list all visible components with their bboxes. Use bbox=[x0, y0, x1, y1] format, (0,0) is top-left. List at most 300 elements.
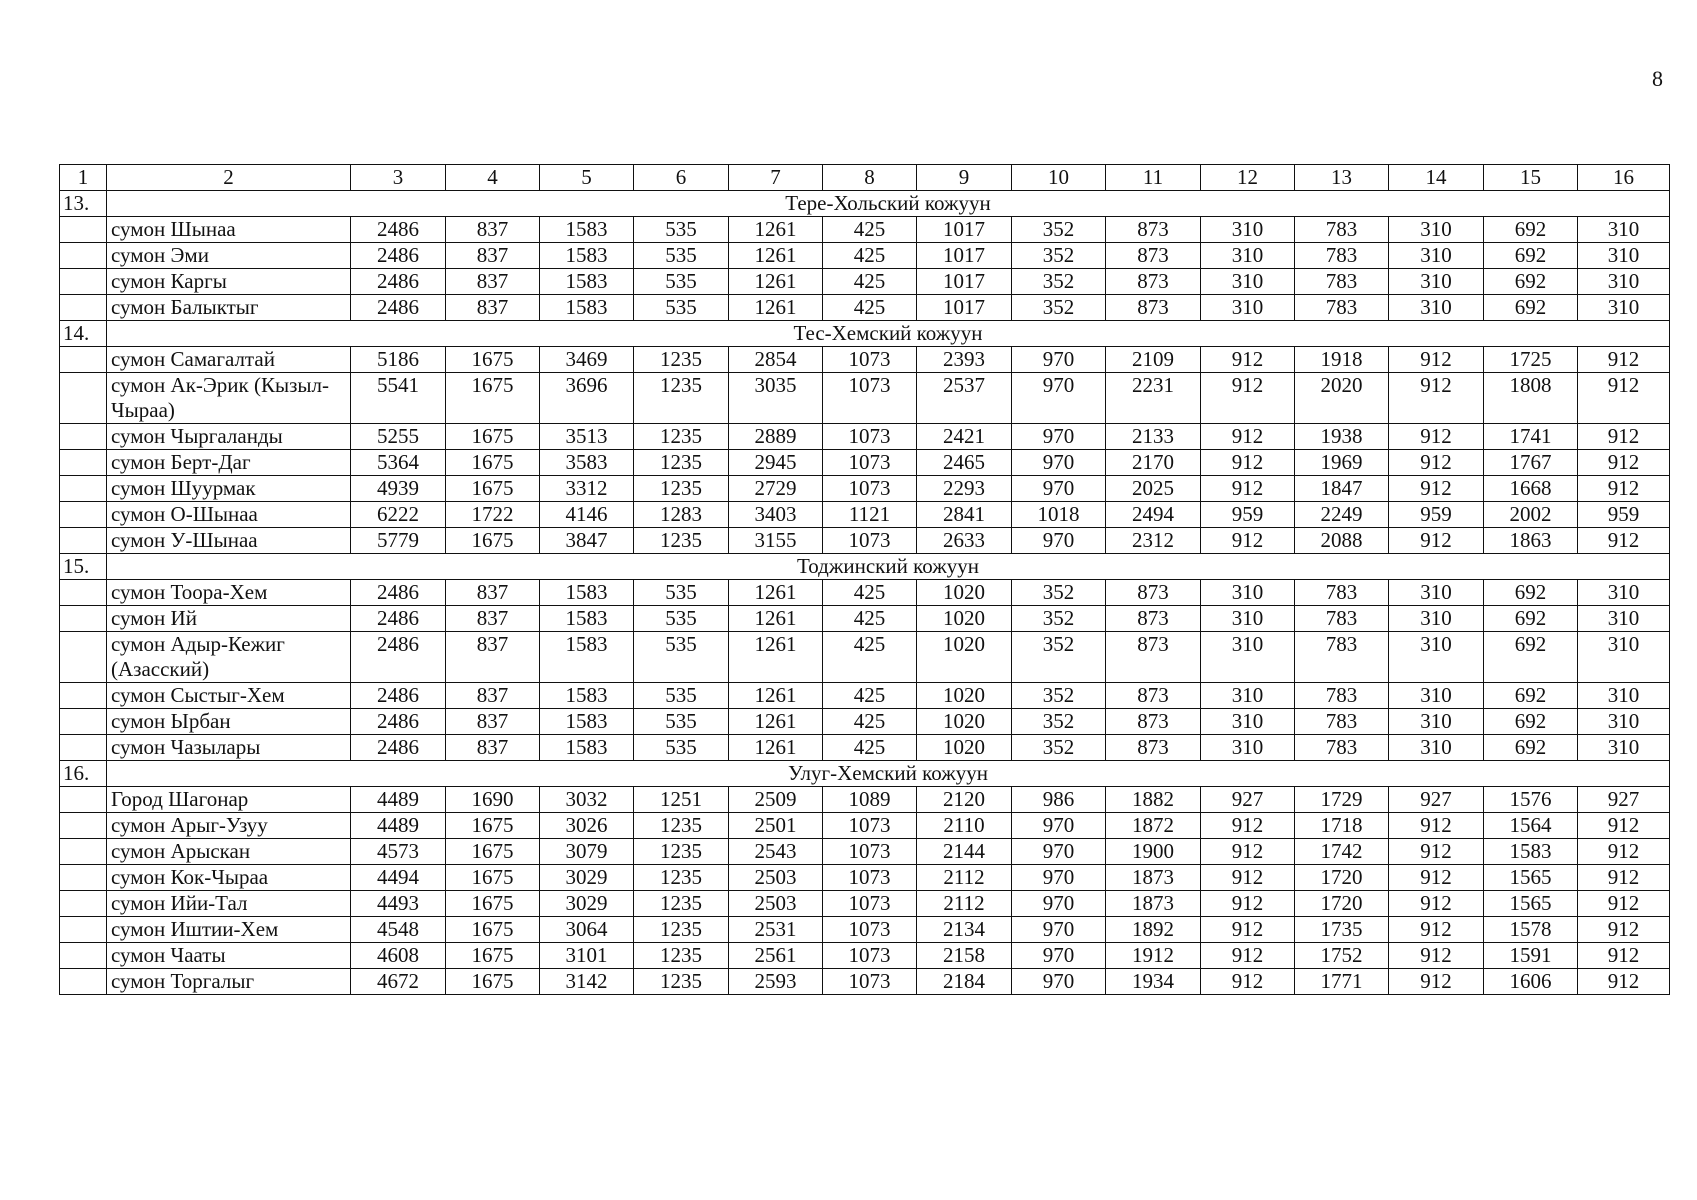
value-cell: 1017 bbox=[917, 243, 1012, 269]
settlement-name: сумон Торгалыг bbox=[107, 969, 351, 995]
settlement-name: сумон Сыстыг-Хем bbox=[107, 683, 351, 709]
table-row bbox=[60, 813, 1670, 839]
settlement-name: сумон Арыг-Узуу bbox=[107, 813, 351, 839]
settlement-name: сумон Тоора-Хем bbox=[107, 580, 351, 606]
value-cell: 1675 bbox=[446, 528, 540, 554]
value-cell: 873 bbox=[1106, 217, 1201, 243]
table-row bbox=[60, 683, 1670, 709]
region-title: Тоджинский кожуун bbox=[107, 554, 1670, 580]
value-cell: 970 bbox=[1012, 917, 1106, 943]
value-cell: 1020 bbox=[917, 580, 1012, 606]
value-cell: 2486 bbox=[351, 606, 446, 632]
value-cell: 1675 bbox=[446, 865, 540, 891]
value-cell: 783 bbox=[1295, 295, 1389, 321]
value-cell: 2133 bbox=[1106, 424, 1201, 450]
value-cell: 970 bbox=[1012, 450, 1106, 476]
row-index-cell bbox=[60, 969, 107, 995]
value-cell: 692 bbox=[1484, 269, 1578, 295]
value-cell: 1675 bbox=[446, 891, 540, 917]
value-cell: 1261 bbox=[729, 217, 823, 243]
data-table bbox=[59, 164, 1670, 995]
value-cell: 912 bbox=[1389, 476, 1484, 502]
value-cell: 912 bbox=[1578, 424, 1670, 450]
column-header: 1 bbox=[60, 165, 107, 191]
table-row bbox=[60, 295, 1670, 321]
value-cell: 1565 bbox=[1484, 891, 1578, 917]
region-row bbox=[60, 321, 1670, 347]
value-cell: 3312 bbox=[540, 476, 634, 502]
value-cell: 2854 bbox=[729, 347, 823, 373]
value-cell: 310 bbox=[1389, 580, 1484, 606]
value-cell: 1073 bbox=[823, 891, 917, 917]
value-cell: 912 bbox=[1389, 917, 1484, 943]
value-cell: 352 bbox=[1012, 243, 1106, 269]
value-cell: 2486 bbox=[351, 735, 446, 761]
value-cell: 3035 bbox=[729, 373, 823, 424]
value-cell: 873 bbox=[1106, 683, 1201, 709]
value-cell: 1735 bbox=[1295, 917, 1389, 943]
value-cell: 1017 bbox=[917, 295, 1012, 321]
value-cell: 1583 bbox=[1484, 839, 1578, 865]
value-cell: 970 bbox=[1012, 943, 1106, 969]
value-cell: 1583 bbox=[540, 683, 634, 709]
value-cell: 310 bbox=[1389, 683, 1484, 709]
value-cell: 1583 bbox=[540, 217, 634, 243]
value-cell: 6222 bbox=[351, 502, 446, 528]
value-cell: 3029 bbox=[540, 865, 634, 891]
value-cell: 2486 bbox=[351, 683, 446, 709]
column-header: 16 bbox=[1578, 165, 1670, 191]
value-cell: 1073 bbox=[823, 476, 917, 502]
value-cell: 1583 bbox=[540, 709, 634, 735]
value-cell: 1235 bbox=[634, 373, 729, 424]
value-cell: 1767 bbox=[1484, 450, 1578, 476]
value-cell: 1606 bbox=[1484, 969, 1578, 995]
settlement-name: Город Шагонар bbox=[107, 787, 351, 813]
value-cell: 3029 bbox=[540, 891, 634, 917]
value-cell: 912 bbox=[1201, 865, 1295, 891]
settlement-name: сумон Эми bbox=[107, 243, 351, 269]
value-cell: 310 bbox=[1389, 269, 1484, 295]
value-cell: 1018 bbox=[1012, 502, 1106, 528]
value-cell: 1892 bbox=[1106, 917, 1201, 943]
value-cell: 425 bbox=[823, 606, 917, 632]
value-cell: 3469 bbox=[540, 347, 634, 373]
value-cell: 425 bbox=[823, 217, 917, 243]
column-header: 15 bbox=[1484, 165, 1578, 191]
value-cell: 912 bbox=[1578, 476, 1670, 502]
value-cell: 912 bbox=[1201, 476, 1295, 502]
value-cell: 310 bbox=[1578, 217, 1670, 243]
value-cell: 1564 bbox=[1484, 813, 1578, 839]
value-cell: 1261 bbox=[729, 606, 823, 632]
value-cell: 927 bbox=[1578, 787, 1670, 813]
value-cell: 837 bbox=[446, 295, 540, 321]
value-cell: 970 bbox=[1012, 476, 1106, 502]
value-cell: 2025 bbox=[1106, 476, 1201, 502]
value-cell: 3101 bbox=[540, 943, 634, 969]
value-cell: 1583 bbox=[540, 295, 634, 321]
settlement-name: сумон Чазылары bbox=[107, 735, 351, 761]
value-cell: 535 bbox=[634, 735, 729, 761]
value-cell: 352 bbox=[1012, 269, 1106, 295]
value-cell: 5541 bbox=[351, 373, 446, 424]
value-cell: 352 bbox=[1012, 735, 1106, 761]
value-cell: 1675 bbox=[446, 476, 540, 502]
value-cell: 5255 bbox=[351, 424, 446, 450]
column-header: 10 bbox=[1012, 165, 1106, 191]
column-header: 6 bbox=[634, 165, 729, 191]
value-cell: 310 bbox=[1578, 683, 1670, 709]
value-cell: 1121 bbox=[823, 502, 917, 528]
value-cell: 352 bbox=[1012, 683, 1106, 709]
value-cell: 1752 bbox=[1295, 943, 1389, 969]
value-cell: 310 bbox=[1389, 709, 1484, 735]
region-index: 14. bbox=[60, 321, 107, 347]
value-cell: 2889 bbox=[729, 424, 823, 450]
value-cell: 970 bbox=[1012, 969, 1106, 995]
value-cell: 310 bbox=[1201, 606, 1295, 632]
value-cell: 783 bbox=[1295, 632, 1389, 683]
table-row bbox=[60, 580, 1670, 606]
value-cell: 1261 bbox=[729, 632, 823, 683]
value-cell: 912 bbox=[1201, 839, 1295, 865]
region-index: 16. bbox=[60, 761, 107, 787]
value-cell: 3583 bbox=[540, 450, 634, 476]
value-cell: 783 bbox=[1295, 683, 1389, 709]
settlement-name: сумон Каргы bbox=[107, 269, 351, 295]
value-cell: 1073 bbox=[823, 917, 917, 943]
value-cell: 912 bbox=[1389, 891, 1484, 917]
value-cell: 692 bbox=[1484, 606, 1578, 632]
value-cell: 1017 bbox=[917, 217, 1012, 243]
row-index-cell bbox=[60, 243, 107, 269]
value-cell: 2134 bbox=[917, 917, 1012, 943]
value-cell: 2112 bbox=[917, 865, 1012, 891]
row-index-cell bbox=[60, 269, 107, 295]
value-cell: 1020 bbox=[917, 632, 1012, 683]
value-cell: 352 bbox=[1012, 709, 1106, 735]
value-cell: 1583 bbox=[540, 269, 634, 295]
value-cell: 1808 bbox=[1484, 373, 1578, 424]
value-cell: 783 bbox=[1295, 217, 1389, 243]
value-cell: 1771 bbox=[1295, 969, 1389, 995]
value-cell: 837 bbox=[446, 683, 540, 709]
value-cell: 2312 bbox=[1106, 528, 1201, 554]
value-cell: 2184 bbox=[917, 969, 1012, 995]
value-cell: 970 bbox=[1012, 347, 1106, 373]
value-cell: 4146 bbox=[540, 502, 634, 528]
value-cell: 837 bbox=[446, 606, 540, 632]
value-cell: 912 bbox=[1201, 891, 1295, 917]
value-cell: 1675 bbox=[446, 373, 540, 424]
value-cell: 1722 bbox=[446, 502, 540, 528]
value-cell: 1720 bbox=[1295, 865, 1389, 891]
value-cell: 837 bbox=[446, 709, 540, 735]
value-cell: 959 bbox=[1389, 502, 1484, 528]
table-row bbox=[60, 347, 1670, 373]
value-cell: 2293 bbox=[917, 476, 1012, 502]
value-cell: 1583 bbox=[540, 632, 634, 683]
value-cell: 912 bbox=[1201, 813, 1295, 839]
value-cell: 425 bbox=[823, 735, 917, 761]
value-cell: 1863 bbox=[1484, 528, 1578, 554]
row-index-cell bbox=[60, 917, 107, 943]
value-cell: 912 bbox=[1578, 943, 1670, 969]
value-cell: 1882 bbox=[1106, 787, 1201, 813]
value-cell: 912 bbox=[1201, 969, 1295, 995]
value-cell: 2593 bbox=[729, 969, 823, 995]
value-cell: 1089 bbox=[823, 787, 917, 813]
value-cell: 425 bbox=[823, 243, 917, 269]
value-cell: 1261 bbox=[729, 269, 823, 295]
value-cell: 927 bbox=[1201, 787, 1295, 813]
value-cell: 2486 bbox=[351, 269, 446, 295]
value-cell: 2841 bbox=[917, 502, 1012, 528]
value-cell: 912 bbox=[1578, 917, 1670, 943]
value-cell: 310 bbox=[1201, 295, 1295, 321]
value-cell: 2421 bbox=[917, 424, 1012, 450]
value-cell: 1073 bbox=[823, 528, 917, 554]
value-cell: 310 bbox=[1201, 683, 1295, 709]
value-cell: 970 bbox=[1012, 528, 1106, 554]
row-index-cell bbox=[60, 450, 107, 476]
value-cell: 1020 bbox=[917, 683, 1012, 709]
value-cell: 4939 bbox=[351, 476, 446, 502]
value-cell: 3142 bbox=[540, 969, 634, 995]
table-row bbox=[60, 217, 1670, 243]
row-index-cell bbox=[60, 528, 107, 554]
value-cell: 912 bbox=[1389, 347, 1484, 373]
value-cell: 1741 bbox=[1484, 424, 1578, 450]
value-cell: 1235 bbox=[634, 969, 729, 995]
value-cell: 1729 bbox=[1295, 787, 1389, 813]
value-cell: 425 bbox=[823, 295, 917, 321]
value-cell: 837 bbox=[446, 217, 540, 243]
value-cell: 1675 bbox=[446, 917, 540, 943]
value-cell: 535 bbox=[634, 709, 729, 735]
value-cell: 912 bbox=[1578, 347, 1670, 373]
value-cell: 1675 bbox=[446, 969, 540, 995]
value-cell: 1261 bbox=[729, 580, 823, 606]
row-index-cell bbox=[60, 217, 107, 243]
value-cell: 3847 bbox=[540, 528, 634, 554]
value-cell: 1251 bbox=[634, 787, 729, 813]
value-cell: 1073 bbox=[823, 813, 917, 839]
value-cell: 912 bbox=[1578, 373, 1670, 424]
value-cell: 970 bbox=[1012, 424, 1106, 450]
value-cell: 535 bbox=[634, 243, 729, 269]
column-header: 5 bbox=[540, 165, 634, 191]
value-cell: 1261 bbox=[729, 295, 823, 321]
value-cell: 535 bbox=[634, 269, 729, 295]
value-cell: 425 bbox=[823, 632, 917, 683]
value-cell: 1720 bbox=[1295, 891, 1389, 917]
value-cell: 912 bbox=[1201, 450, 1295, 476]
value-cell: 2494 bbox=[1106, 502, 1201, 528]
value-cell: 783 bbox=[1295, 243, 1389, 269]
table-row bbox=[60, 606, 1670, 632]
value-cell: 1675 bbox=[446, 813, 540, 839]
value-cell: 2249 bbox=[1295, 502, 1389, 528]
value-cell: 1583 bbox=[540, 243, 634, 269]
value-cell: 2503 bbox=[729, 891, 823, 917]
value-cell: 912 bbox=[1201, 943, 1295, 969]
value-cell: 1261 bbox=[729, 735, 823, 761]
table-body bbox=[60, 165, 1670, 995]
value-cell: 3513 bbox=[540, 424, 634, 450]
region-title: Улуг-Хемский кожуун bbox=[107, 761, 1670, 787]
value-cell: 1742 bbox=[1295, 839, 1389, 865]
value-cell: 4494 bbox=[351, 865, 446, 891]
value-cell: 912 bbox=[1389, 450, 1484, 476]
table-row bbox=[60, 632, 1670, 683]
value-cell: 912 bbox=[1578, 528, 1670, 554]
value-cell: 535 bbox=[634, 683, 729, 709]
settlement-name: сумон Адыр-Кежиг (Азасский) bbox=[107, 632, 351, 683]
value-cell: 3403 bbox=[729, 502, 823, 528]
value-cell: 2543 bbox=[729, 839, 823, 865]
value-cell: 1578 bbox=[1484, 917, 1578, 943]
value-cell: 1283 bbox=[634, 502, 729, 528]
region-row bbox=[60, 191, 1670, 217]
value-cell: 1073 bbox=[823, 450, 917, 476]
value-cell: 352 bbox=[1012, 632, 1106, 683]
value-cell: 837 bbox=[446, 580, 540, 606]
table-row bbox=[60, 735, 1670, 761]
value-cell: 1235 bbox=[634, 347, 729, 373]
value-cell: 912 bbox=[1389, 813, 1484, 839]
table-row bbox=[60, 269, 1670, 295]
table-row bbox=[60, 373, 1670, 424]
row-index-cell bbox=[60, 347, 107, 373]
value-cell: 783 bbox=[1295, 709, 1389, 735]
settlement-name: сумон Ий bbox=[107, 606, 351, 632]
region-index: 13. bbox=[60, 191, 107, 217]
region-title: Тере-Хольский кожуун bbox=[107, 191, 1670, 217]
value-cell: 970 bbox=[1012, 373, 1106, 424]
value-cell: 927 bbox=[1389, 787, 1484, 813]
value-cell: 1261 bbox=[729, 683, 823, 709]
value-cell: 912 bbox=[1201, 917, 1295, 943]
value-cell: 970 bbox=[1012, 813, 1106, 839]
value-cell: 1591 bbox=[1484, 943, 1578, 969]
page-number: 8 bbox=[1652, 66, 1663, 91]
value-cell: 535 bbox=[634, 632, 729, 683]
value-cell: 1675 bbox=[446, 347, 540, 373]
value-cell: 310 bbox=[1389, 217, 1484, 243]
value-cell: 3696 bbox=[540, 373, 634, 424]
value-cell: 1235 bbox=[634, 943, 729, 969]
value-cell: 2945 bbox=[729, 450, 823, 476]
row-index-cell bbox=[60, 606, 107, 632]
value-cell: 1969 bbox=[1295, 450, 1389, 476]
value-cell: 873 bbox=[1106, 735, 1201, 761]
value-cell: 425 bbox=[823, 580, 917, 606]
value-cell: 2170 bbox=[1106, 450, 1201, 476]
value-cell: 3155 bbox=[729, 528, 823, 554]
settlement-name: сумон Ырбан bbox=[107, 709, 351, 735]
value-cell: 1073 bbox=[823, 865, 917, 891]
value-cell: 692 bbox=[1484, 683, 1578, 709]
row-index-cell bbox=[60, 580, 107, 606]
value-cell: 310 bbox=[1578, 632, 1670, 683]
value-cell: 692 bbox=[1484, 632, 1578, 683]
value-cell: 1725 bbox=[1484, 347, 1578, 373]
value-cell: 912 bbox=[1201, 528, 1295, 554]
value-cell: 1918 bbox=[1295, 347, 1389, 373]
value-cell: 912 bbox=[1578, 813, 1670, 839]
value-cell: 1235 bbox=[634, 891, 729, 917]
column-header: 11 bbox=[1106, 165, 1201, 191]
value-cell: 2002 bbox=[1484, 502, 1578, 528]
value-cell: 2486 bbox=[351, 217, 446, 243]
value-cell: 3079 bbox=[540, 839, 634, 865]
value-cell: 425 bbox=[823, 709, 917, 735]
value-cell: 2501 bbox=[729, 813, 823, 839]
table-row bbox=[60, 865, 1670, 891]
value-cell: 1235 bbox=[634, 865, 729, 891]
value-cell: 1938 bbox=[1295, 424, 1389, 450]
settlement-name: сумон Шынаа bbox=[107, 217, 351, 243]
value-cell: 1073 bbox=[823, 839, 917, 865]
value-cell: 310 bbox=[1389, 295, 1484, 321]
value-cell: 1583 bbox=[540, 580, 634, 606]
value-cell: 1675 bbox=[446, 424, 540, 450]
value-cell: 310 bbox=[1578, 243, 1670, 269]
value-cell: 4548 bbox=[351, 917, 446, 943]
value-cell: 1565 bbox=[1484, 865, 1578, 891]
value-cell: 5779 bbox=[351, 528, 446, 554]
value-cell: 1073 bbox=[823, 943, 917, 969]
value-cell: 873 bbox=[1106, 632, 1201, 683]
column-header: 4 bbox=[446, 165, 540, 191]
value-cell: 1235 bbox=[634, 450, 729, 476]
value-cell: 959 bbox=[1578, 502, 1670, 528]
row-index-cell bbox=[60, 373, 107, 424]
settlement-name: сумон Чыргаланды bbox=[107, 424, 351, 450]
column-header: 7 bbox=[729, 165, 823, 191]
row-index-cell bbox=[60, 424, 107, 450]
value-cell: 1073 bbox=[823, 373, 917, 424]
region-row bbox=[60, 761, 1670, 787]
value-cell: 310 bbox=[1578, 269, 1670, 295]
value-cell: 2393 bbox=[917, 347, 1012, 373]
value-cell: 4493 bbox=[351, 891, 446, 917]
value-cell: 1872 bbox=[1106, 813, 1201, 839]
value-cell: 1675 bbox=[446, 839, 540, 865]
value-cell: 310 bbox=[1389, 632, 1484, 683]
value-cell: 912 bbox=[1389, 969, 1484, 995]
value-cell: 1073 bbox=[823, 424, 917, 450]
table-row bbox=[60, 917, 1670, 943]
value-cell: 986 bbox=[1012, 787, 1106, 813]
value-cell: 2561 bbox=[729, 943, 823, 969]
value-cell: 2020 bbox=[1295, 373, 1389, 424]
value-cell: 1235 bbox=[634, 424, 729, 450]
column-header: 8 bbox=[823, 165, 917, 191]
value-cell: 2109 bbox=[1106, 347, 1201, 373]
value-cell: 2486 bbox=[351, 632, 446, 683]
value-cell: 310 bbox=[1201, 243, 1295, 269]
value-cell: 1583 bbox=[540, 606, 634, 632]
row-index-cell bbox=[60, 865, 107, 891]
value-cell: 535 bbox=[634, 295, 729, 321]
row-index-cell bbox=[60, 891, 107, 917]
column-header: 3 bbox=[351, 165, 446, 191]
value-cell: 310 bbox=[1578, 580, 1670, 606]
value-cell: 912 bbox=[1389, 528, 1484, 554]
